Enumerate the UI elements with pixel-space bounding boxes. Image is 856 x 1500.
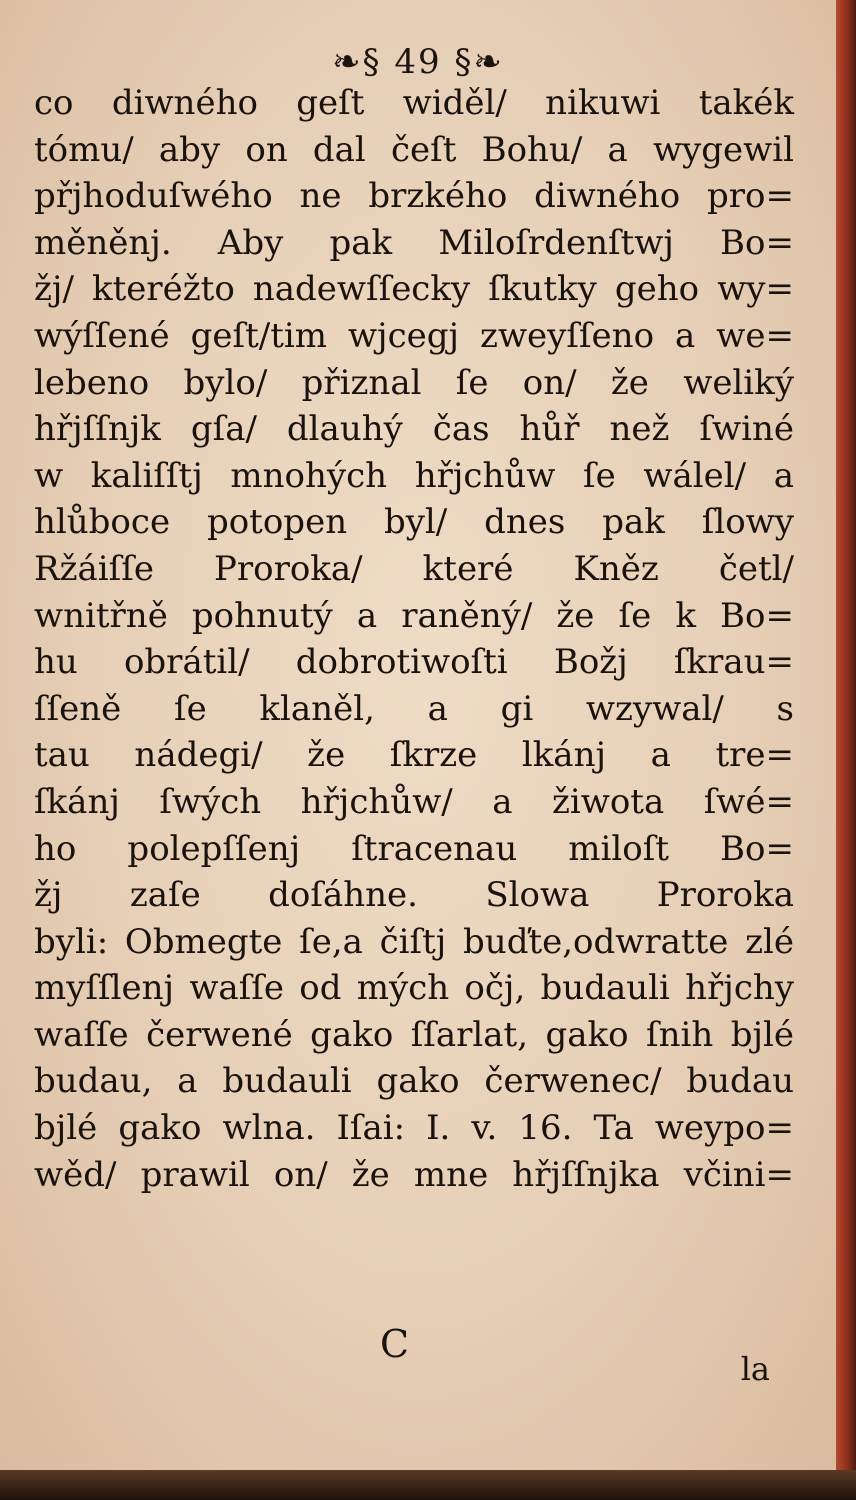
- text-line: byli: Obmegte ſe,a čiſtj buďte,odwratte zlé: [34, 921, 794, 962]
- body-text: [34, 80, 794, 1198]
- text-line: přjhoduſwého ne brzkého diwného pro=: [34, 176, 794, 217]
- text-line: hlůboce potopen byl/ dnes pak ſlowy: [34, 502, 794, 543]
- text-line: ſſeně ſe klaněl, a gi wzywal/ s: [34, 688, 794, 729]
- text-line: w kaliſſtj mnohých hřjchůw ſe wálel/ a: [34, 455, 794, 496]
- text-line: žj zaſe doſáhne. Slowa Proroka: [34, 875, 794, 916]
- text-line: měněnj. Aby pak Miloſrdenſtwj Bo=: [34, 222, 794, 263]
- text-line: wnitřně pohnutý a raněný/ že ſe k Bo=: [34, 595, 794, 636]
- text-line: žj/ kteréžto nadewſſecky ſkutky geho wy=: [34, 269, 794, 310]
- text-line: tau nádegi/ že ſkrze lkánj a tre=: [34, 735, 794, 776]
- text-line: lebeno bylo/ přiznal ſe on/ že weliký: [34, 362, 794, 403]
- text-line: Ržáiſſe Proroka/ které Kněz četl/: [34, 548, 794, 589]
- text-line: co diwného geſt widěl/ nikuwi takék: [34, 83, 794, 123]
- text-line: tómu/ aby on dal čeſt Bohu/ a wygewil: [34, 129, 794, 170]
- page-bottom-shadow: [0, 1470, 856, 1500]
- page-number-header: ❧§ 49 §❧: [332, 42, 504, 82]
- text-line: wýſſené geſt/tim wjcegj zweyſſeno a we=: [34, 315, 794, 356]
- catchword: la: [740, 1350, 770, 1388]
- text-line: wěd/ prawil on/ že mne hřjſſnjka včini=: [34, 1154, 794, 1195]
- text-line: myſſlenj waſſe od mých očj, budauli hřjchy: [34, 968, 794, 1009]
- text-line: bjlé gako wlna. Iſai: I. v. 16. Ta weypo=: [34, 1108, 794, 1149]
- text-line: ſkánj ſwých hřjchůw/ a žiwota ſwé=: [34, 781, 794, 822]
- page-edge: [836, 0, 856, 1500]
- signature-mark: C: [380, 1322, 410, 1366]
- text-line: hu obrátil/ dobrotiwoſti Božj ſkrau=: [34, 642, 794, 683]
- text-line: budau, a budauli gako čerwenec/ budau: [34, 1061, 794, 1102]
- text-line: ho polepſſenj ſtracenau miloſt Bo=: [34, 828, 794, 869]
- text-line: waſſe čerwené gako ſſarlat, gako ſnih bjlé: [34, 1014, 794, 1055]
- text-line: hřjſſnjk gſa/ dlauhý čas hůř než ſwiné: [34, 409, 794, 450]
